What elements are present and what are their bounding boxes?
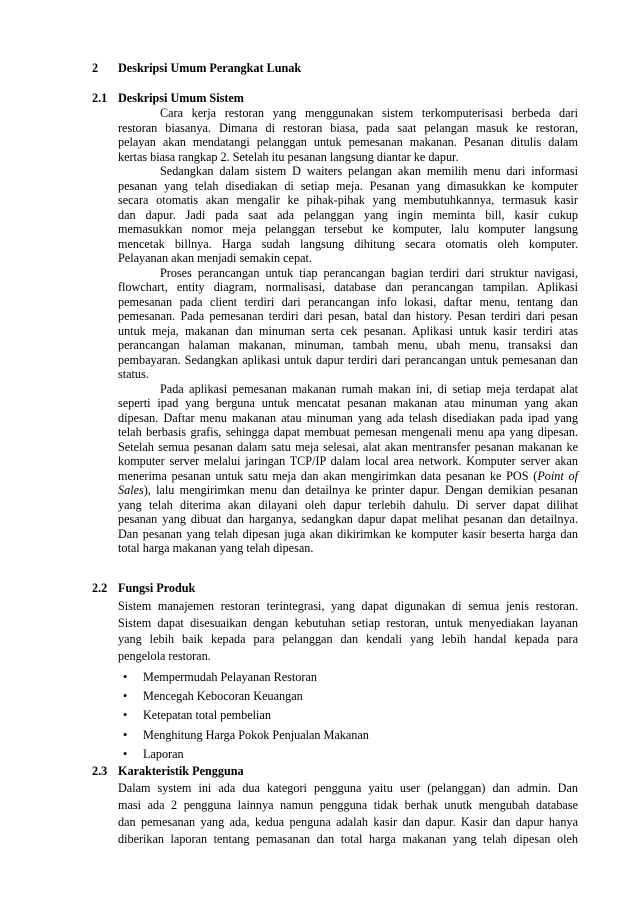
section-heading — [92, 763, 578, 779]
text-line: untuk meja, makanan dan minuman serta cek pesanan. Aplikasi untuk kasir terdiri atas — [118, 323, 578, 338]
text-line: komputer server melalui jaringan TCP/IP dalam local area network. Komputer server akan — [118, 454, 578, 468]
text-line: pembayaran. Sedangkan aplikasi untuk dapur terdiri dari perancangan untuk pemesanan dan — [118, 352, 578, 367]
text-run: ), lalu mengirimkan menu dan detailnya ke printer dapur. Dengan demikian pesanan — [143, 483, 578, 497]
bullet-icon — [123, 726, 127, 745]
text-run: menerima pesanan untuk satu meja dan akan mengirimkan data pesanan ke POS ( — [118, 468, 538, 483]
paragraph — [118, 106, 578, 164]
section-title: Deskripsi Umum Sistem — [118, 91, 244, 105]
text-line: dan pemesanan yang ada, kedua penguna adalah kasir dan dapur. Kasir dan dapur hanya — [118, 815, 578, 829]
text-line: pesanan yang telah disediakan di setiap meja. Pesanan yang dimasukkan ke komputer — [118, 178, 578, 193]
text-line: dan dapur. Jadi pada saat ada pelanggan yang ingin meminta bill, kasir cukup — [118, 207, 578, 222]
bullet-item — [118, 726, 578, 745]
text-line: masi ada 2 pengguna lainnya namun pengguna tidak berhak unutk mengubah database — [118, 798, 578, 812]
text-line: Pelayanan akan menjadi semakin cepat. — [118, 251, 312, 265]
bullet-text: Menghitung Harga Pokok Penjualan Makanan — [143, 727, 369, 742]
chapter-title: Deskripsi Umum Perangkat Lunak — [118, 61, 302, 75]
text-line: pemesanan pada client terdiri dari perancangan info lokasi, daftar menu, tentang dan — [118, 294, 578, 309]
bullet-text: Laporan — [143, 747, 184, 762]
section-2-3 — [92, 763, 578, 848]
bullet-item — [118, 745, 578, 764]
section-title: Karakteristik Pengguna — [118, 764, 244, 778]
text-line: pemesanan. Pada pemesanan terdiri dari pesan, batal dan history. Pesan terdiri dari pesan — [118, 309, 578, 323]
section-heading — [92, 580, 578, 596]
section-heading — [92, 90, 578, 106]
text-line: seperti ipad yang berguna untuk mencatat pesanan makanan atau minuman yang akan — [118, 396, 578, 410]
section-body — [118, 598, 578, 764]
text-line: Sistem manajemen restoran terintegrasi, yang dapat digunakan di semua jenis restoran. — [118, 599, 578, 613]
bullet-text: Mempermudah Pelayanan Restoran — [143, 669, 317, 684]
chapter-block — [92, 60, 578, 76]
text-line: telah berbasis grafis, sehingga dapat membuat pemesan mengenali menu apa yang dipesan. — [118, 425, 578, 439]
section-number: 2.3 — [92, 764, 108, 778]
bullet-item — [118, 668, 578, 687]
text-line: perancangan halaman makanan, minuman, tambah menu, ubah menu, transaksi dan — [118, 338, 578, 352]
text-line: total harga makanan yang telah dipesan. — [118, 541, 314, 555]
bullet-list — [118, 668, 578, 765]
bullet-icon — [123, 668, 127, 687]
section-title: Fungsi Produk — [118, 581, 196, 595]
text-line: dipesan. Daftar menu makanan atau minuman yang ada telash disediakan pada ipad yang — [118, 410, 578, 425]
text-line: secara otomatis akan mengalir ke pihak-pihak yang membutuhkannya, termasuk kasir — [118, 193, 578, 207]
text-line: Dan pesanan yang telah dipesan juga akan dikirimkan ke komputer kasir beserta harga dan — [118, 526, 578, 541]
text-line: diberikan laporan tentang pemasanan dan total harga makanan yang telah dipesan oleh — [118, 832, 578, 846]
bullet-icon — [123, 706, 127, 725]
text-line — [118, 483, 578, 498]
chapter-number: 2 — [92, 61, 99, 75]
bullet-item — [118, 687, 578, 706]
paragraph — [118, 780, 578, 848]
section-number: 2.1 — [92, 91, 108, 105]
italic-term: Point of — [537, 468, 578, 483]
section-body — [118, 106, 578, 556]
text-line: memasukkan nomor meja pelanggan tersebut ke komputer, lalu komputer langsung — [118, 222, 578, 236]
text-line: yang telah diterima akan dilayani oleh dapur terlebih dahulu. Di server dapat dilihat — [118, 497, 578, 512]
text-line: Sistem dapat disesuaikan dengan kebutuhan setiap restoran, untuk menyediakan layanan — [118, 615, 578, 630]
text-line: pengelola restoran. — [118, 648, 211, 663]
paragraph — [118, 266, 578, 382]
italic-term: Sales — [118, 483, 144, 497]
paragraph — [118, 598, 578, 664]
text-line: status. — [118, 367, 149, 381]
bullet-icon — [123, 745, 127, 764]
section-number: 2.2 — [92, 581, 108, 595]
section-2-1 — [92, 90, 578, 556]
bullet-text: Mencegah Kebocoran Keuangan — [143, 688, 303, 703]
section-2-2 — [92, 580, 578, 764]
text-line: Dalam system ini ada dua kategori pengguna yaitu user (pelanggan) dan admin. Dan — [118, 781, 578, 795]
bullet-item — [118, 706, 578, 725]
bullet-icon — [123, 687, 127, 706]
text-line: kertas biasa rangkap 2. Setelah itu pesanan langsung diantar ke dapur. — [118, 149, 459, 164]
text-line: Pada aplikasi pemesanan makanan rumah makan ini, di setiap meja terdapat alat — [160, 381, 578, 396]
chapter-heading — [92, 60, 578, 76]
paragraph — [118, 164, 578, 266]
text-line: pesanan yang dibuat dan harganya, sedangkan dapur dapat melihat pesanan dan detailnya. — [118, 512, 578, 526]
text-line — [118, 469, 578, 484]
text-line: mencetak billnya. Harga sudah langsung dihitung secara otomatis oleh komputer. — [118, 236, 578, 251]
text-line: Sedangkan dalam sistem D waiters pelangan akan memilih menu dari informasi — [160, 164, 578, 178]
text-line: flowchart, entity diagram, normalisasi, database dan perancangan tampilan. Aplikasi — [118, 280, 578, 294]
bullet-text: Ketepatan total pembelian — [143, 708, 271, 723]
text-line: yang lebih baik kepada para pelanggan dan kendali yang lebih handal kepada para — [118, 632, 578, 646]
text-line: restoran biasanya. Dimana di restoran biasa, pada saat pelangan masuk ke restoran, — [118, 120, 578, 135]
paragraph — [118, 382, 578, 556]
text-line: Cara kerja restoran yang menggunakan sistem terkomputerisasi berbeda dari — [160, 106, 578, 120]
text-line: Proses perancangan untuk tiap perancangan bagian terdiri dari struktur navigasi, — [160, 265, 578, 280]
text-line: pelayan akan mendatangi pelanggan untuk pemesanan makanan. Pesanan ditulis dalam — [118, 135, 578, 149]
text-line: Setelah semua pesanan dalam satu meja selesai, alat akan mentransfer pesanan makanan ke — [118, 439, 578, 454]
section-body — [118, 780, 578, 848]
